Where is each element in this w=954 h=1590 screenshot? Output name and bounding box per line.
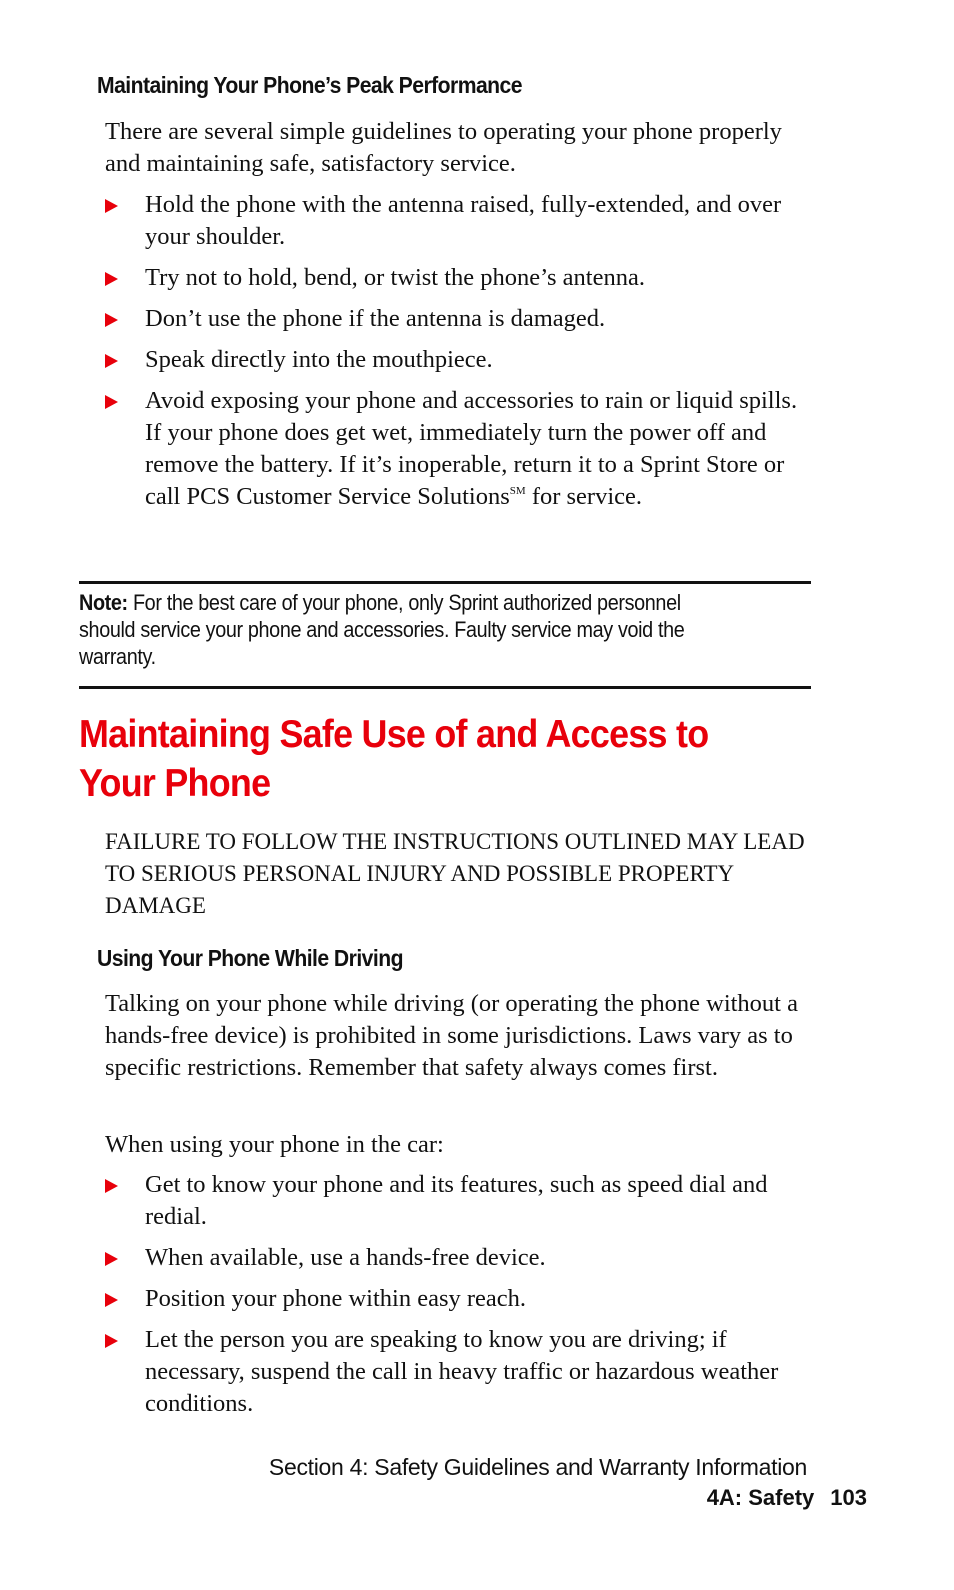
list-item	[105, 344, 815, 376]
note-top-rule	[79, 581, 811, 584]
note-bottom-rule	[79, 686, 811, 689]
list-item-text: Don’t use the phone if the antenna is damaged.	[145, 305, 606, 332]
list-item-text: Avoid exposing your phone and accessories to rain or liquid spills. If your phone does get wet, immediately turn the power off and remove the battery. If it’s inoperable, return it to a Sprint Store or call PCS Customer Service Solutions	[145, 387, 798, 510]
note-box	[79, 589, 727, 670]
page-number: 103	[830, 1485, 867, 1510]
peak-performance-list	[105, 189, 815, 522]
triangle-bullet-icon	[105, 1334, 118, 1348]
safety-warning: FAILURE TO FOLLOW THE INSTRUCTIONS OUTLINED MAY LEAD TO SERIOUS PERSONAL INJURY AND POSSIBLE PROPERTY DAMAGE	[105, 829, 805, 918]
driving-paragraph: Talking on your phone while driving (or operating the phone without a hands-free device) is prohibited in some jurisdictions. Laws vary as to specific restrictions. Remember that safety always comes first.	[105, 990, 798, 1081]
note-text: For the best care of your phone, only Sprint authorized personnel should service your phone and accessories. Faulty service may void the warranty.	[79, 590, 685, 669]
list-item-text: Position your phone within easy reach.	[145, 1285, 527, 1312]
list-item-text: Get to know your phone and its features, such as speed dial and redial.	[145, 1171, 768, 1230]
list-item	[105, 1283, 815, 1315]
triangle-bullet-icon	[105, 313, 118, 327]
triangle-bullet-icon	[105, 199, 118, 213]
note-label: Note:	[79, 590, 128, 615]
list-item	[105, 385, 815, 513]
triangle-bullet-icon	[105, 354, 118, 368]
list-item-text: Speak directly into the mouthpiece.	[145, 346, 493, 373]
triangle-bullet-icon	[105, 395, 118, 409]
list-item	[105, 1242, 815, 1274]
list-item-text-end: for service.	[525, 483, 643, 510]
driving-heading: Using Your Phone While Driving	[97, 945, 403, 971]
list-item-text: Try not to hold, bend, or twist the phone’s antenna.	[145, 264, 645, 291]
list-item	[105, 1324, 815, 1420]
list-item-text: Let the person you are speaking to know you are driving; if necessary, suspend the call in heavy traffic or hazardous weather conditions.	[145, 1326, 779, 1417]
list-item-text: Hold the phone with the antenna raised, fully-extended, and over your shoulder.	[145, 191, 782, 250]
list-item	[105, 303, 815, 335]
footer-section-title: Section 4: Safety Guidelines and Warranty Information	[268, 1454, 807, 1480]
triangle-bullet-icon	[105, 1252, 118, 1266]
peak-performance-intro: There are several simple guidelines to operating your phone properly and maintaining safe, satisfactory service.	[105, 118, 782, 177]
peak-performance-heading: Maintaining Your Phone’s Peak Performance	[97, 72, 522, 98]
list-item	[105, 262, 815, 294]
driving-lead-in: When using your phone in the car:	[105, 1131, 444, 1158]
triangle-bullet-icon	[105, 1179, 118, 1193]
list-item	[105, 189, 815, 253]
triangle-bullet-icon	[105, 1293, 118, 1307]
list-item-text: When available, use a hands-free device.	[145, 1244, 546, 1271]
driving-list	[105, 1169, 815, 1429]
service-mark: SM	[509, 485, 526, 497]
triangle-bullet-icon	[105, 272, 118, 286]
footer-chapter: 4A: Safety	[706, 1485, 815, 1510]
section-title: Maintaining Safe Use of and Access to Your Phone	[79, 713, 709, 805]
footer-page-label	[707, 1485, 867, 1511]
list-item	[105, 1169, 815, 1233]
